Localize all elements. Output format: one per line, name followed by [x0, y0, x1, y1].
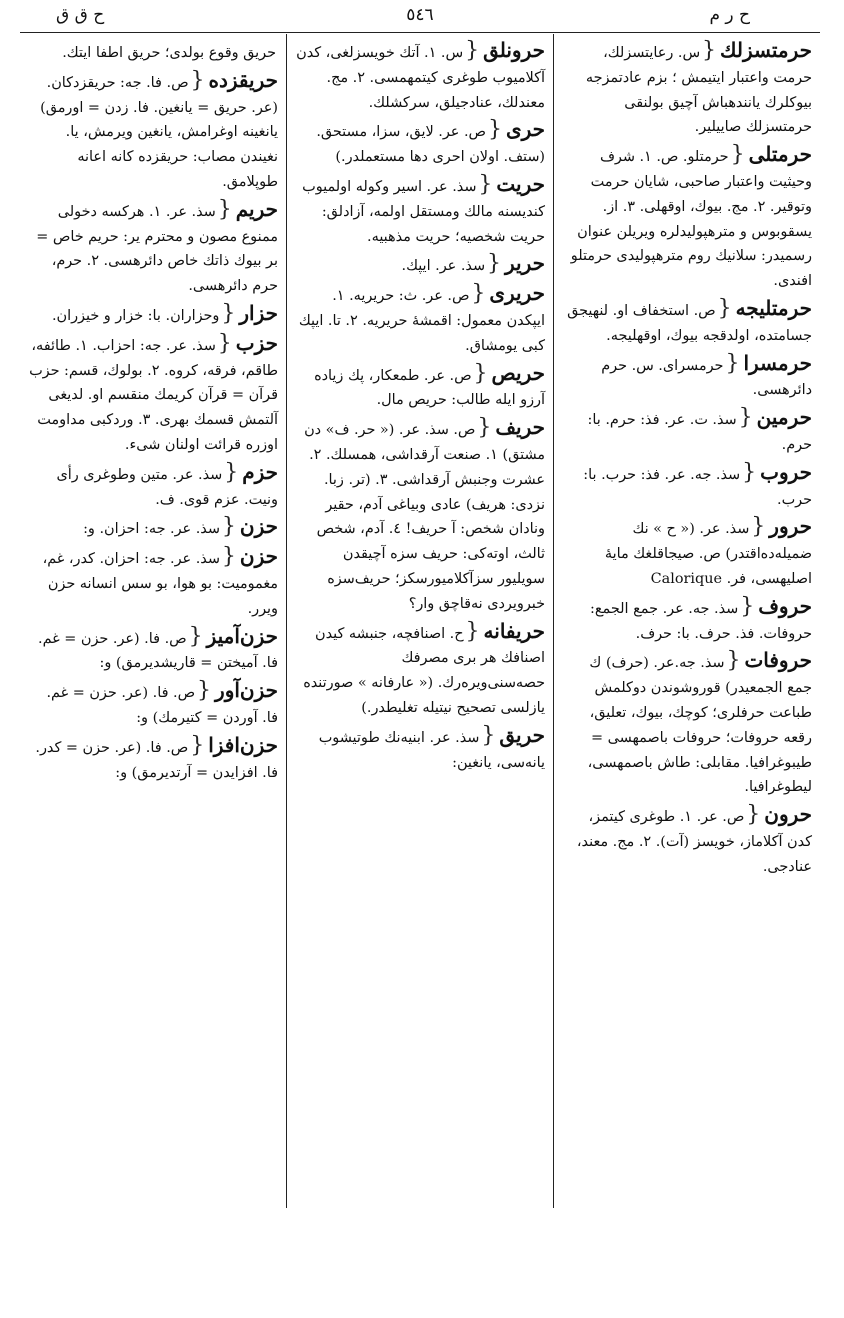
- entry: حزم{سذ. عر. متين وطوغرى رأى ونيت. عزم قوى. ف.: [56, 459, 278, 508]
- entry: حريرى{ص. عر. ث: حريريه. ١. ايپكدن معمول: اقمشهٔ حريريه. ٢. تا. ايپك كبى يومشاق.: [298, 281, 545, 354]
- definition: ص. عر. ١. طوغرى كيتمز، كدن آكلاماز، خويسز (آت). ٢. مج. معند، عنادجى.: [576, 809, 812, 875]
- definition: س. رعايتسزلك، حرمت واعتبار ايتيمش ؛ بزم عادتمزجه بيوكلرك يانندهباش آچيق بولنقى حرمتسزلك صاييلير.: [585, 45, 812, 136]
- definition: ص. سذ. عر. (« حر. ف» دن مشتق) ١. صنعت آرقداشى، همسلك. ٢. عشرت وجنبش آرقداشى. ٣. (تر. زبا. نزدى: هريف) عادى وبياغى آدم، حقير ونادان شخص: آ حريف! ٤. آدم، شخص ثالث، اوته‌كى: حريف سزه آچيقدن سويليور سزآكلاميورسكز؛ حريف‌سزه خبرويردى نه‌قاچق وار؟: [304, 422, 545, 612]
- headword: حريت: [496, 171, 545, 196]
- definition: ص. فا. جه: حريقزدكان. (عر. حريق = يانغين. فا. زدن = اورمق) يانغينه اوغرامش، يانغين ويرمش، يا. نغيندن مصاب: حريقزده كانه اعانه طوپلامق.: [40, 74, 278, 190]
- entry: حرى{ص. عر. لايق، سزا، مستحق. (ستف. اولان احرى دها مستعملدر.): [316, 117, 545, 166]
- definition: سذ. جه. عر. فذ: حرب. با: حرب.: [583, 466, 812, 508]
- entry: حرونلق{س. ١. آتك خويسزلغى، كدن آكلاميوب طوغرى كيتمهمسى. ٢. مج. معندلك، عنادجيلق، سركشلك.: [296, 38, 545, 111]
- definition: ح. اصنافچه، جنبشه كيدن اصنافك هر برى مصرفك حصه‌سنى‌ويره‌رك. (« عارفانه » صورتنده يازلسى تصحيح نيتيله تغليطدر.): [303, 625, 545, 716]
- entry: حرير{سذ. عر. ايپك.: [401, 251, 545, 277]
- entry: حرمين{سذ. ت. عر. فذ: حرم. با: حرم.: [587, 405, 812, 453]
- definition: ص. عر. ث: حريريه. ١. ايپكدن معمول: اقمشهٔ حريريه. ٢. تا. ايپك كبى يومشاق.: [298, 288, 545, 354]
- headword: حرور: [769, 514, 812, 539]
- headword: حريفانه: [483, 618, 545, 643]
- headword: حروف: [758, 593, 812, 618]
- definition: سذ. ت. عر. فذ: حرم. با: حرم.: [587, 412, 812, 453]
- entry: حروب{سذ. جه. عر. فذ: حرب. با: حرب.: [583, 459, 812, 508]
- headword: حريقزده: [208, 67, 278, 92]
- entry: حريت{سذ. عر. اسير وكوله اولميوب كنديسنه مالك ومستقل اولمه، آزادلق: حريت شخصيه؛ حريت مذهبيه.: [302, 171, 545, 245]
- entry: حزن‌افزا{ص. فا. (عر. حزن = كدر. فا. افزايدن = آرتديرمق) و:: [35, 732, 278, 781]
- definition: ص. عر. طمعكار، پك زياده آرزو ايله طالب: حريص مال.: [314, 367, 545, 409]
- entry: حريم{سذ. عر. ١. هركسه دخولى ممنوع مصون و محترم ير: حريم خاص = بر بيوك ذاتك خاص دائرهسى. ٢. حرم، حرم دائرهسى.: [36, 196, 278, 295]
- definition: ص. عر. لايق، سزا، مستحق. (ستف. اولان احرى دها مستعملدر.): [316, 124, 545, 166]
- entry: حرور{سذ. عر. (« ح » نك ضميله‌ده‌اقتدر) ص. صيجاقلغك مايهٔ اصليهسى، فر. Calorique: [604, 514, 812, 587]
- definition: سذ. عر. ايپك.: [401, 258, 485, 275]
- headword: حرمسرا: [743, 350, 812, 375]
- headword: حريص: [491, 360, 545, 385]
- headword: حروب: [760, 459, 812, 484]
- headword: حرى: [505, 117, 545, 142]
- headword: حزن: [239, 514, 278, 539]
- entry: [28, 38, 278, 66]
- entry: حروف{سذ. جه. عر. جمع الجمع: حروفات. فذ. حرف. با: حرف.: [590, 593, 812, 642]
- entry: حروفات{سذ. جه.عر. (حرف) ك جمع الجمعيدر) قوروشوندن دوكلمش طباعت حرفلرى؛ كوچك، بيوك، تعليق، رقعه حروفات؛ حروفات باصمهسى = طيبوغرافيا. مقابلى: طاش باصمهسى، ليطوغرافيا.: [587, 648, 812, 796]
- column-right: [554, 34, 820, 1208]
- header-letters-right: ح ر م: [709, 5, 750, 25]
- headword: حرون: [764, 802, 812, 827]
- column-left: [20, 34, 287, 1208]
- definition: سذ. عر. اسير وكوله اولميوب كنديسنه مالك ومستقل اولمه، آزادلق: حريت شخصيه؛ حريت مذهبيه.: [302, 178, 545, 245]
- definition: ص. فا. (عر. حزن = كدر. فا. افزايدن = آرتديرمق) و:: [35, 739, 278, 781]
- entry: حزار{وحزاران. با: خزار و خيزران.: [51, 300, 278, 326]
- headword: حزن‌آور: [215, 678, 278, 703]
- headword: حزب: [235, 330, 278, 355]
- headword: حرمتليجه: [735, 295, 812, 320]
- headword: حرونلق: [483, 38, 545, 62]
- entry: حرمسرا{حرمسراى. س. حرم دائرهسى.: [601, 350, 812, 399]
- definition: سذ. عر. جه: احزان. كدر، غم، مغموميت: بو هوا، بو سس انسانه حزن ويرر.: [42, 551, 278, 617]
- definition: سذ. جه.عر. (حرف) ك جمع الجمعيدر) قوروشوندن دوكلمش طباعت حرفلرى؛ كوچك، بيوك، تعليق، رقعه حروفات؛ حروفات باصمهسى = طيبوغرافيا. مقابلى: طاش باصمهسى، ليطوغرافيا.: [587, 655, 812, 796]
- entry: حريف{ص. سذ. عر. (« حر. ف» دن مشتق) ١. صنعت آرقداشى، همسلك. ٢. عشرت وجنبش آرقداشى. ٣. (تر. زبا. نزدى: هريف) عادى وبياغى آدم، حقير ونادان شخص: آ حريف! ٤. آدم، شخص ثالث، اوته‌كى: حريف سزه آچيقدن سويليور سزآكلاميورسكز؛ حريف‌سزه خبرويردى نه‌قاچق وار؟: [304, 415, 545, 612]
- headword: حريف: [495, 415, 545, 440]
- entry: حريق{سذ. عر. ابنيه‌نك طوتيشوب يانه‌سى، يانغين:: [318, 722, 545, 771]
- definition: سذ. عر. (« ح » نك ضميله‌ده‌اقتدر) ص. صيجاقلغك مايهٔ اصليهسى، فر. Calorique: [604, 521, 812, 587]
- headword: حزن‌آميز: [206, 623, 278, 648]
- page-number: ٥٤٦: [406, 5, 434, 25]
- definition: وحزاران. با: خزار و خيزران.: [51, 307, 220, 324]
- headword: حريم: [235, 196, 278, 221]
- definition: حرمتلو. ص. ١. شرف وحيثيت واعتبار صاحبى، شايان حرمت وتوقير. ٢. مج. بيوك، اوقهلى. ٣. از. يسقوبوس و مترهپوليدلره ويريلن عنوان رسميدر: سلانيك روم مترهپوليدى حرمتلو افندى.: [570, 149, 812, 290]
- definition: ص. استخفاف او. لنهيجق جسامتده، اولدقجه بيوك، اوقهليجه.: [567, 302, 812, 344]
- headword: حزار: [239, 300, 278, 325]
- definition: سذ. عر. جه: احزان. و:: [83, 521, 220, 538]
- dictionary-columns: [20, 34, 820, 1208]
- column-middle: [287, 34, 554, 1208]
- header-letters-left: ح ق ق: [56, 5, 105, 25]
- headword: حرمين: [756, 405, 812, 430]
- entry: حزن‌آميز{ص. فا. (عر. حزن = غم. فا. آميختن = قاريشديرمق) و:: [38, 623, 278, 672]
- definition: سذ. عر. متين وطوغرى رأى ونيت. عزم قوى. ف.: [56, 466, 278, 508]
- definition: سذ. عر. ابنيه‌نك طوتيشوب يانه‌سى، يانغين:: [318, 729, 545, 771]
- definition: سذ. جه. عر. جمع الجمع: حروفات. فذ. حرف. با: حرف.: [590, 600, 812, 642]
- definition: س. ١. آتك خويسزلغى، كدن آكلاميوب طوغرى كيتمهمسى. ٢. مج. معندلك، عنادجيلق، سركشلك.: [296, 45, 545, 111]
- headword: حزن‌افزا: [208, 732, 278, 757]
- entry: حرمتليجه{ص. استخفاف او. لنهيجق جسامتده، اولدقجه بيوك، اوقهليجه.: [567, 295, 812, 344]
- entry: حزن‌آور{ص. فا. (عر. حزن = غم. فا. آوردن = كتيرمك) و:: [46, 678, 278, 726]
- definition: سذ. عر. ١. هركسه دخولى ممنوع مصون و محترم ير: حريم خاص = بر بيوك ذاتك خاص دائرهسى. ٢. حرم، حرم دائرهسى.: [36, 203, 278, 295]
- entry: حزن{سذ. عر. جه: احزان. كدر، غم، مغموميت: بو هوا، بو سس انسانه حزن ويرر.: [42, 544, 278, 617]
- page-header: [20, 2, 820, 33]
- definition: ص. فا. (عر. حزن = غم. فا. آميختن = قاريشديرمق) و:: [38, 630, 278, 672]
- entry: حرون{ص. عر. ١. طوغرى كيتمز، كدن آكلاماز، خويسز (آت). ٢. مج. معند، عنادجى.: [576, 802, 812, 875]
- definition: حرمسراى. س. حرم دائرهسى.: [601, 357, 812, 399]
- definition: حريق وقوع بولدى؛ حريق اطفا ايتك.: [62, 45, 276, 61]
- entry: حرمتلى{حرمتلو. ص. ١. شرف وحيثيت واعتبار صاحبى، شايان حرمت وتوقير. ٢. مج. بيوك، اوقهلى. ٣. از. يسقوبوس و مترهپوليدلره ويريلن عنوان رسميدر: سلانيك روم مترهپوليدى حرمتلو افندى.: [570, 142, 812, 290]
- entry: حريقزده{ص. فا. جه: حريقزدكان. (عر. حريق = يانغين. فا. زدن = اورمق) يانغينه اوغرامش، يانغين ويرمش، يا. نغيندن مصاب: حريقزده كانه اعانه طوپلامق.: [40, 67, 278, 190]
- entry: حريفانه{ح. اصنافچه، جنبشه كيدن اصنافك هر برى مصرفك حصه‌سنى‌ويره‌رك. (« عارفانه » صورتنده يازلسى تصحيح نيتيله تغليطدر.): [303, 618, 545, 716]
- definition: ص. فا. (عر. حزن = غم. فا. آوردن = كتيرمك) و:: [46, 685, 278, 726]
- headword: حرمتلى: [748, 142, 812, 167]
- definition: سذ. عر. جه: احزاب. ١. طائفه، طاقم، فرقه، كروه. ٢. بولوك، قسم: حزب قرآن = قرآن كريمك منقسم او. لديغى آلتمش قسمك بهرى. ٣. وردكبى مداومت اوزره قرائت اولنان شىء.: [29, 337, 278, 453]
- entry: حرمتسزلك{س. رعايتسزلك، حرمت واعتبار ايتيمش ؛ بزم عادتمزجه بيوكلرك يانندهباش آچيق بولنقى حرمتسزلك صاييلير.: [585, 38, 812, 136]
- headword: حزم: [242, 459, 278, 484]
- headword: حريرى: [489, 281, 545, 306]
- headword: حروفات: [744, 648, 812, 673]
- headword: حزن: [239, 544, 278, 569]
- headword: حريق: [499, 722, 545, 747]
- entry: حريص{ص. عر. طمعكار، پك زياده آرزو ايله طالب: حريص مال.: [314, 360, 545, 409]
- headword: حرير: [505, 251, 545, 276]
- entry: حزب{سذ. عر. جه: احزاب. ١. طائفه، طاقم، فرقه، كروه. ٢. بولوك، قسم: حزب قرآن = قرآن كريمك منقسم او. لديغى آلتمش قسمك بهرى. ٣. وردكبى مداومت اوزره قرائت اولنان شىء.: [29, 330, 278, 453]
- entry: حزن{سذ. عر. جه: احزان. و:: [83, 514, 278, 540]
- headword: حرمتسزلك: [720, 38, 812, 62]
